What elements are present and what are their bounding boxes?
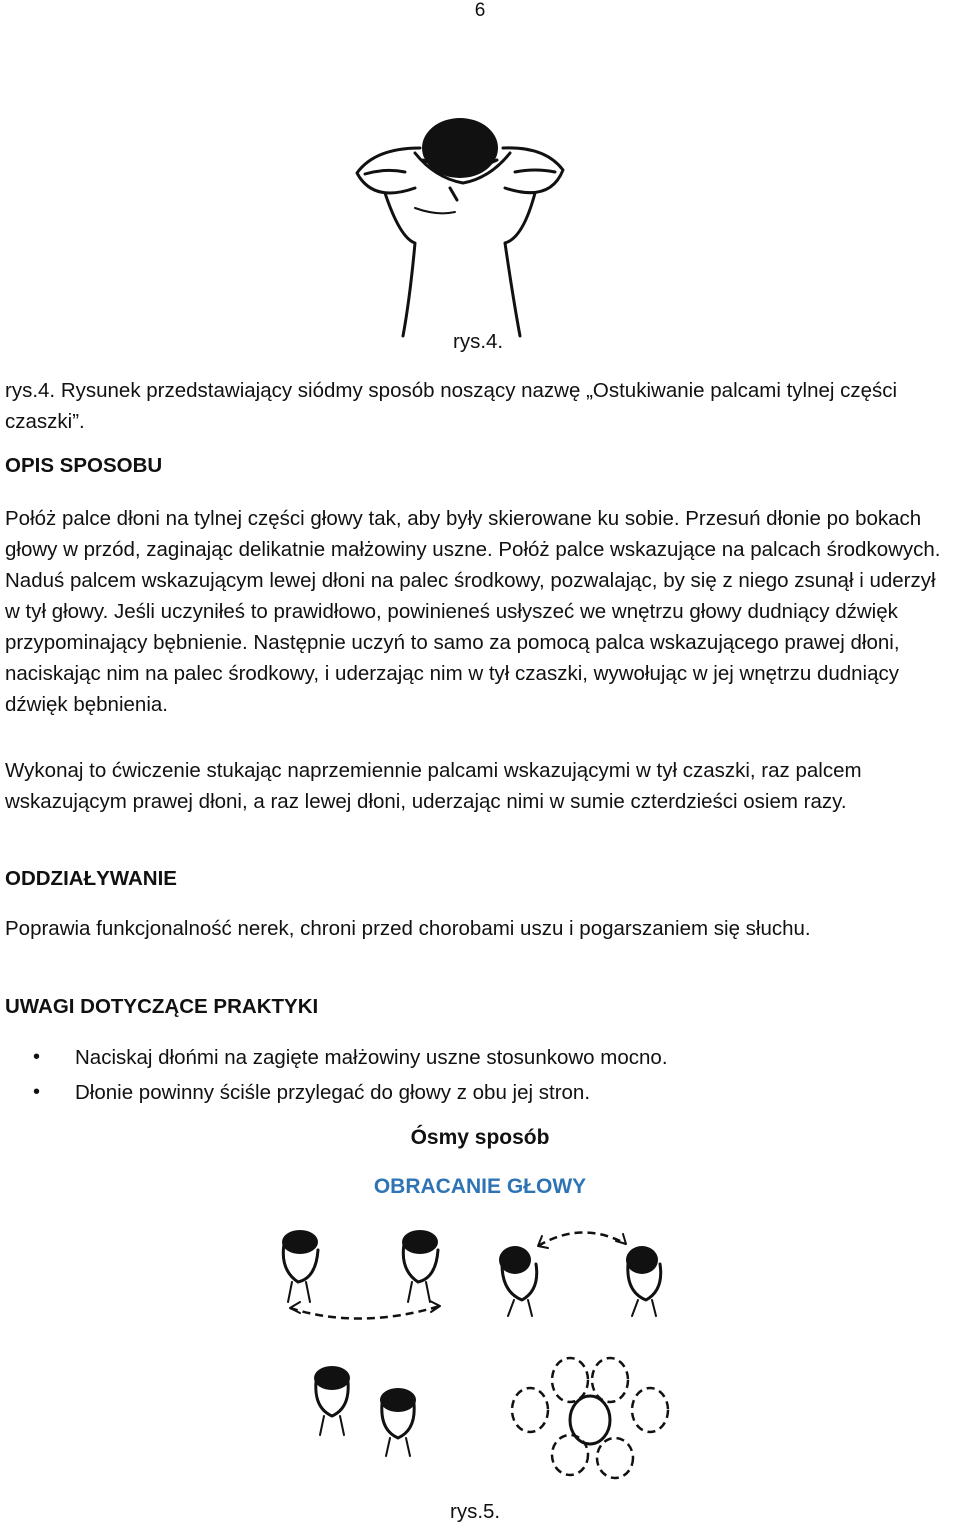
method-title: Ósmy sposób	[410, 1126, 550, 1149]
head-figure	[402, 1230, 438, 1302]
figure5-illustration	[270, 1220, 690, 1485]
figure5-label: rys.5.	[450, 1500, 501, 1523]
section-heading-uwagi: UWAGI DOTYCZĄCE PRAKTYKI	[5, 995, 319, 1018]
opis-paragraph-2: Wykonaj to ćwiczenie stukając naprzemiennie palcami wskazującymi w tył czaszki, raz palcem wskazującym prawej dłoni, a raz lewej dłoni, uderzając nimi w sumie czterdzieści osiem razy.	[5, 759, 862, 813]
head-figure	[499, 1246, 537, 1316]
opis-paragraph: Połóż palce dłoni na tylnej części głowy tak, aby były skierowane ku sobie. Przesuń dłonie po bokach głowy w przód, zaginając delikatnie małżowiny uszne. Połóż palce wskazujące na palcach środkowych. Naduś palcem wskazującym lewej dłoni na palec środkowy, pozwalając, by się z niego zsunął i uderzył w tył głowy. Jeśli uczyniłeś to prawidłowo, powinieneś usłyszeć we wnętrzu głowy dudniący dźwięk przypominający bębnienie. Następnie uczyń to samo za pomocą palca wskazującego prawej dłoni, naciskając nim na palec środkowy, i uderzając nim w tył czaszki, wywołując w jej wnętrzu dudniący dźwięk bębnienia.	[5, 507, 941, 716]
head-figure	[314, 1366, 350, 1435]
figure4-label: rys.4.	[453, 330, 504, 353]
list-item: • Dłonie powinny ściśle przylegać do głowy z obu jej stron.	[0, 1075, 960, 1110]
oddzialywanie-paragraph: Poprawia funkcjonalność nerek, chroni przed chorobami uszu i pogarszaniem się słuchu.	[5, 917, 811, 940]
head-figure	[282, 1230, 318, 1302]
method-subtitle: OBRACANIE GŁOWY	[373, 1175, 587, 1198]
page-number: 6	[474, 0, 486, 21]
list-item: • Naciskaj dłońmi na zagięte małżowiny uszne stosunkowo mocno.	[0, 1040, 960, 1075]
section-heading-oddzialywanie: ODDZIAŁYWANIE	[5, 867, 177, 890]
uwagi-list	[0, 1040, 960, 1110]
figure4-illustration	[345, 108, 575, 338]
section-heading-opis: OPIS SPOSOBU	[5, 454, 163, 477]
head-figure	[512, 1358, 668, 1478]
figure4-caption: rys.4. Rysunek przedstawiający siódmy sposób noszący nazwę „Ostukiwanie palcami tylnej części czaszki”.	[5, 379, 898, 433]
head-figure	[380, 1388, 416, 1456]
head-figure	[626, 1246, 661, 1316]
